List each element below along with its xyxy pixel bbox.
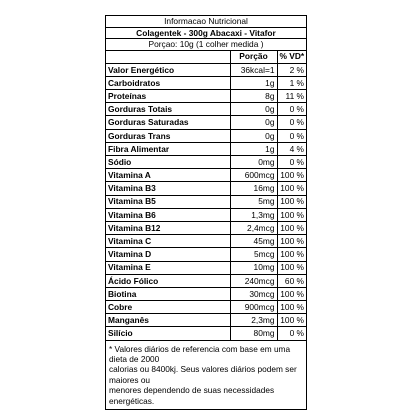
nutrient-name: Fibra Alimentar (106, 142, 230, 155)
nutrient-name: Ácido Fólico (106, 274, 230, 287)
nutrition-facts-label (105, 15, 307, 410)
nutrient-amount: 1,3mg (230, 208, 277, 221)
nutrient-dv: 0 % (277, 156, 306, 169)
nutrient-amount: 0g (230, 116, 277, 129)
nutrient-name: Manganês (106, 314, 230, 327)
nutrient-dv: 60 % (277, 274, 306, 287)
nutrient-name: Carboidratos (106, 76, 230, 89)
nutrient-dv: 100 % (277, 301, 306, 314)
table-row (106, 287, 306, 300)
nutrient-name: Gorduras Saturadas (106, 116, 230, 129)
nutrient-dv: 100 % (277, 195, 306, 208)
nutrient-amount: 900mcg (230, 301, 277, 314)
nutrient-name: Gorduras Trans (106, 129, 230, 142)
nutrient-amount: 2,3mg (230, 314, 277, 327)
nutrient-dv: 100 % (277, 169, 306, 182)
table-row (106, 76, 306, 89)
nutrient-amount: 8g (230, 90, 277, 103)
nutrient-amount: 0g (230, 103, 277, 116)
nutrient-dv: 100 % (277, 248, 306, 261)
table-row (106, 221, 306, 234)
nutrient-name: Silício (106, 327, 230, 340)
table-row (106, 235, 306, 248)
footnote (106, 341, 306, 409)
nutrient-name: Valor Energético (106, 63, 230, 76)
nutrient-dv: 0 % (277, 327, 306, 340)
nutrient-name: Vitamina B12 (106, 221, 230, 234)
table-row (106, 156, 306, 169)
nutrient-amount: 240mcg (230, 274, 277, 287)
nutrient-name: Gorduras Totais (106, 103, 230, 116)
nutrient-dv: 4 % (277, 142, 306, 155)
nutrient-dv: 100 % (277, 208, 306, 221)
nutrient-dv: 1 % (277, 76, 306, 89)
nutrient-name: Vitamina B6 (106, 208, 230, 221)
nutrition-table (106, 51, 306, 341)
nutrient-amount: 45mg (230, 235, 277, 248)
nutrient-name: Sódio (106, 156, 230, 169)
column-header-amount: Porção (230, 51, 277, 64)
nutrient-amount: 5mg (230, 195, 277, 208)
table-header-row (106, 51, 306, 64)
table-row (106, 301, 306, 314)
nutrient-amount: 16mg (230, 182, 277, 195)
nutrition-rows (106, 63, 306, 340)
table-row (106, 327, 306, 340)
nutrient-name: Vitamina B5 (106, 195, 230, 208)
table-row (106, 274, 306, 287)
nutrient-name: Cobre (106, 301, 230, 314)
nutrient-amount: 1g (230, 76, 277, 89)
nutrient-amount: 1g (230, 142, 277, 155)
nutrient-amount: 30mcg (230, 287, 277, 300)
nutrient-dv: 11 % (277, 90, 306, 103)
nutrient-dv: 100 % (277, 221, 306, 234)
footnote-line: calorias ou 8400kj. Seus valores diários podem ser maiores ou (109, 364, 297, 385)
nutrient-dv: 2 % (277, 63, 306, 76)
table-row (106, 169, 306, 182)
nutrient-name: Vitamina B3 (106, 182, 230, 195)
footnote-line: * Valores diários de referencia com base em uma dieta de 2000 (109, 343, 291, 365)
nutrient-amount: 0g (230, 129, 277, 142)
nutrient-amount: 2,4mcg (230, 221, 277, 234)
table-row (106, 116, 306, 129)
nutrient-dv: 100 % (277, 261, 306, 274)
column-header-dv: % VD* (277, 51, 306, 64)
table-row (106, 248, 306, 261)
nutrient-dv: 0 % (277, 116, 306, 129)
nutrient-dv: 0 % (277, 129, 306, 142)
label-title: Informacao Nutricional (106, 16, 306, 28)
table-row (106, 90, 306, 103)
table-row (106, 182, 306, 195)
nutrient-name: Biotina (106, 287, 230, 300)
nutrient-name: Vitamina A (106, 169, 230, 182)
portion-size: Porçao: 10g (1 colher medida ) (106, 39, 306, 51)
nutrient-amount: 0mg (230, 156, 277, 169)
nutrient-dv: 100 % (277, 235, 306, 248)
nutrient-amount: 5mcg (230, 248, 277, 261)
table-row (106, 314, 306, 327)
table-row (106, 63, 306, 76)
column-header-nutrient (106, 51, 230, 64)
footnote-line: menores dependendo de suas necessidades energéticas. (109, 385, 275, 406)
table-row (106, 261, 306, 274)
nutrient-dv: 100 % (277, 182, 306, 195)
table-row (106, 142, 306, 155)
product-name: Colagentek - 300g Abacaxi - Vitafor (106, 28, 306, 40)
table-row (106, 103, 306, 116)
table-row (106, 195, 306, 208)
nutrient-dv: 0 % (277, 103, 306, 116)
nutrient-amount: 10mg (230, 261, 277, 274)
nutrient-dv: 100 % (277, 287, 306, 300)
nutrient-dv: 100 % (277, 314, 306, 327)
table-row (106, 129, 306, 142)
table-row (106, 208, 306, 221)
nutrient-name: Proteínas (106, 90, 230, 103)
nutrient-amount: 36kcal=1 (230, 63, 277, 76)
nutrient-name: Vitamina E (106, 261, 230, 274)
nutrient-amount: 600mcg (230, 169, 277, 182)
nutrient-name: Vitamina C (106, 235, 230, 248)
nutrient-name: Vitamina D (106, 248, 230, 261)
nutrient-amount: 80mg (230, 327, 277, 340)
